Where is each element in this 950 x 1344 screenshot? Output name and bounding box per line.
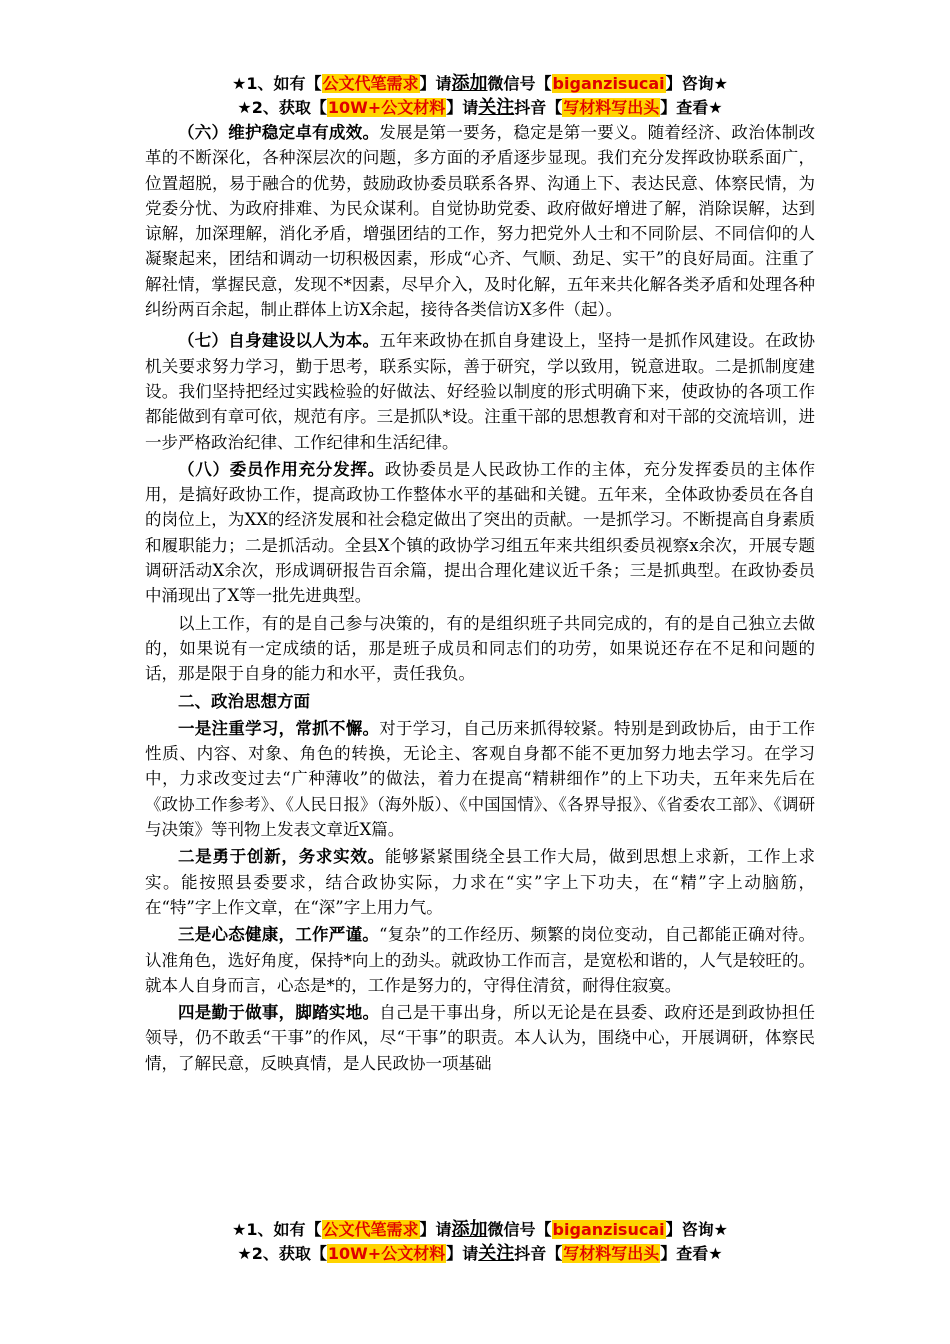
banner-highlight: 10W+公文材料 [327, 1244, 446, 1263]
banner-text: 抖音【 [514, 1244, 563, 1263]
paragraph [145, 120, 815, 322]
banner-text: 】请 [419, 74, 452, 93]
paragraph [145, 457, 815, 609]
banner-highlight: 公文代笔需求 [322, 74, 419, 93]
banner-highlight: 10W+公文材料 [327, 98, 446, 117]
banner-text: 微信号【 [487, 1220, 552, 1239]
banner-text: ★1、如有【 [232, 74, 322, 93]
paragraph-lead: （六）维护稳定卓有成效。 [178, 123, 380, 142]
document-body [145, 120, 815, 1078]
paragraph-text: 政协委员是人民政协工作的主体，充分发挥委员的主体作用，是搞好政协工作，提高政协工作整体水平的基础和关键。五年来，全体政协委员在各自的岗位上，为XX的经济发展和社会稳定做出了突出的贡献。一是抓学习。不断提高自身素质和履职能力；二是抓活动。全县X个镇的政协学习组五年来共组织委员视察x余次，开展专题调研活动X余次，形成调研报告百余篇，提出合理化建议近千条；三是抓典型。在政协委员中涌现出了X等一批先进典型。 [145, 459, 816, 606]
promo-banner-top-2 [145, 96, 815, 120]
banner-text: 】查看★ [660, 98, 723, 117]
banner-text: 】请 [446, 1244, 479, 1263]
banner-text: ★1、如有【 [232, 1220, 322, 1239]
paragraph-text: 自己是干事出身，所以无论是在县委、政府还是到政协担任领导，仍不敢丢“干事”的作风，尽“干事”的职责。本人认为，围绕中心，开展调研，体察民情，了解民意，反映真情，是人民政协一项基础 [145, 1003, 816, 1073]
paragraph [145, 844, 815, 920]
banner-underlined: 关注 [478, 97, 515, 118]
paragraph-lead: （八）委员作用充分发挥。 [178, 459, 385, 479]
paragraph-lead: 四是勤于做事，脚踏实地。 [178, 1003, 380, 1023]
banner-highlight: 写材料写出头 [563, 1244, 660, 1263]
banner-text: ★2、获取【 [237, 1244, 327, 1263]
banner-text: 】查看★ [660, 1244, 723, 1263]
paragraph-text: 对于学习，自己历来抓得较紧。特别是到政协后，由于工作性质、内容、对象、角色的转换，无论主、客观自身都不能不更加努力地去学习。在学习中，力求改变过去“广种薄收”的做法，着力在提高“精耕细作”的上下功夫，五年来先后在《政协工作参考》、《人民日报》（海外版）、《中国国情》、《各界导报》、《省委农工部》、《调研与决策》等刊物上发表文章近X篇。 [145, 718, 816, 840]
banner-highlight: biganzisucai [552, 1220, 665, 1239]
banner-text: 】请 [419, 1220, 452, 1239]
banner-highlight: biganzisucai [552, 74, 665, 93]
banner-underlined: 添加 [451, 73, 488, 94]
banner-highlight: 公文代笔需求 [322, 1220, 419, 1239]
banner-text: ★2、获取【 [237, 98, 327, 117]
banner-text: 】咨询★ [665, 74, 728, 93]
paragraph [145, 328, 815, 454]
paragraph-lead: 一是注重学习，常抓不懈。 [178, 718, 380, 738]
banner-text: 】请 [446, 98, 479, 117]
banner-underlined: 添加 [451, 1219, 488, 1240]
paragraph [145, 611, 815, 687]
banner-text: 抖音【 [514, 98, 563, 117]
paragraph-text: 发展是第一要务，稳定是第一要义。随着经济、政治体制改革的不断深化，各种深层次的问题，多方面的矛盾逐步显现。我们充分发挥政协联系面广，位置超脱，易于融合的优势，鼓励政协委员联系各界、沟通上下、表达民意、体察民情，为党委分忧、为政府排难、为民众谋利。自觉协助党委、政府做好增进了解，消除误解，达到谅解，加深理解，消化矛盾，增强团结的工作，努力把党外人士和不同阶层、不同信仰的人凝聚起来，团结和调动一切积极因素，形成“心齐、气顺、劲足、实干”的良好局面。注重了解社情，掌握民意，发现不*因素，尽早介入，及时化解，五年来共化解各类矛盾和处理各种纠纷两百余起，制止群体上访X余起，接待各类信访X多件（起）。 [145, 123, 816, 320]
paragraph-lead: 三是心态健康，工作严谨。 [178, 925, 380, 945]
paragraph-lead: 二是勇于创新，务求实效。 [178, 847, 385, 867]
paragraph-text: 五年来政协在抓自身建设上，坚持一是抓作风建设。在政协机关要求努力学习，勤于思考，联系实际，善于研究，学以致用，锐意进取。二是抓制度建设。我们坚持把经过实践检验的好做法、好经验以制度的形式明确下来，使政协的各项工作都能做到有章可依，规范有序。三是抓队*设。注重干部的思想教育和对干部的交流培训，进一步严格政治纪律、工作纪律和生活纪律。 [145, 331, 816, 452]
promo-banner-bottom-1 [145, 1218, 815, 1242]
paragraph [145, 922, 815, 998]
section-heading [145, 689, 815, 714]
banner-text: 】咨询★ [665, 1220, 728, 1239]
paragraph [145, 1000, 815, 1076]
paragraph-text: 能够紧紧围绕全县工作大局，做到思想上求新，工作上求实。能按照县委要求，结合政协实际，力求在“实”字上下功夫，在“精”字上动脑筋，在“特”字上作文章，在“深”字上用力气。 [145, 847, 816, 917]
banner-underlined: 关注 [478, 1243, 515, 1264]
promo-banner-bottom-2 [145, 1242, 815, 1266]
paragraph-text: “复杂”的工作经历、频繁的岗位变动，自己都能正确对待。认准角色，选好角度，保持*向上的劲头。就政协工作而言，是宽松和谐的，人气是较旺的。就本人自身而言，心态是*的，工作是努力的，守得住清贫，耐得住寂寞。 [145, 925, 816, 995]
paragraph-lead: 二、政治思想方面 [178, 691, 310, 711]
document-page [145, 0, 815, 1344]
paragraph [145, 716, 815, 842]
paragraph-lead: （七）自身建设以人为本。 [178, 331, 380, 351]
banner-highlight: 写材料写出头 [563, 98, 660, 117]
paragraph-text: 以上工作，有的是自己参与决策的，有的是组织班子共同完成的，有的是自己独立去做的，如果说有一定成绩的话，那是班子成员和同志们的功劳，如果说还存在不足和问题的话，那是限于自身的能力和水平，责任我负。 [145, 613, 815, 684]
banner-text: 微信号【 [487, 74, 552, 93]
promo-banner-top-1 [145, 72, 815, 96]
